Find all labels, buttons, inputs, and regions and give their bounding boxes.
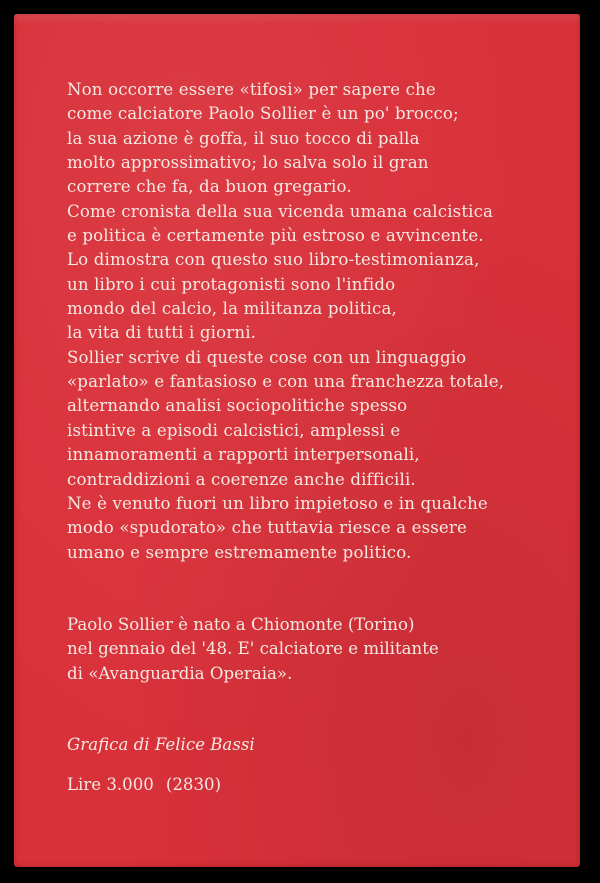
- blurb-line: un libro i cui protagonisti sono l'infido: [67, 274, 396, 294]
- blurb-text: [67, 78, 547, 565]
- blurb-line: Come cronista della sua vicenda umana calcistica: [67, 201, 494, 221]
- price-label: Lire 3.000: [67, 775, 154, 794]
- bio-line: di «Avanguardia Operaia».: [67, 663, 293, 683]
- bio-line: Paolo Sollier è nato a Chiomonte (Torino): [67, 615, 415, 634]
- cover-edge-wear: [14, 14, 580, 24]
- blurb-line: Ne è venuto fuori un libro impietoso e in qualche: [67, 493, 488, 513]
- blurb-line: alternando analisi sociopolitiche spesso: [67, 396, 408, 416]
- blurb-line: Lo dimostra con questo suo libro-testimonianza,: [67, 250, 480, 270]
- author-bio: [67, 613, 547, 686]
- blurb-line: modo «spudorato» che tuttavia riesce a essere: [67, 518, 467, 538]
- price-line: [67, 773, 221, 797]
- blurb-line: innamoramenti a rapporti interpersonali,: [67, 445, 420, 465]
- blurb-line: come calciatore Paolo Sollier è un po' brocco;: [67, 104, 459, 124]
- blurb-line: e politica è certamente più estroso e avvincente.: [67, 226, 484, 246]
- blurb-line: istintive a episodi calcistici, amplessi e: [67, 420, 401, 440]
- blurb-line: mondo del calcio, la militanza politica,: [67, 299, 397, 319]
- design-credit: Grafica di Felice Bassi: [67, 735, 255, 754]
- blurb-line: la vita di tutti i giorni.: [67, 323, 257, 343]
- blurb-line: umano e sempre estremamente politico.: [67, 542, 412, 562]
- blurb-line: correre che fa, da buon gregario.: [67, 177, 352, 197]
- blurb-line: la sua azione è goffa, il suo tocco di palla: [67, 128, 420, 148]
- blurb-line: Non occorre essere «tifosi» per sapere che: [67, 80, 436, 99]
- price-code: (2830): [165, 775, 222, 794]
- bio-line: nel gennaio del '48. E' calciatore e militante: [67, 639, 439, 659]
- blurb-line: «parlato» e fantasioso e con una franchezza totale,: [67, 372, 505, 392]
- blurb-line: Sollier scrive di queste cose con un linguaggio: [67, 347, 467, 367]
- blurb-line: molto approssimativo; lo salva solo il gran: [67, 153, 429, 173]
- blurb-line: contraddizioni a coerenze anche difficili.: [67, 469, 416, 489]
